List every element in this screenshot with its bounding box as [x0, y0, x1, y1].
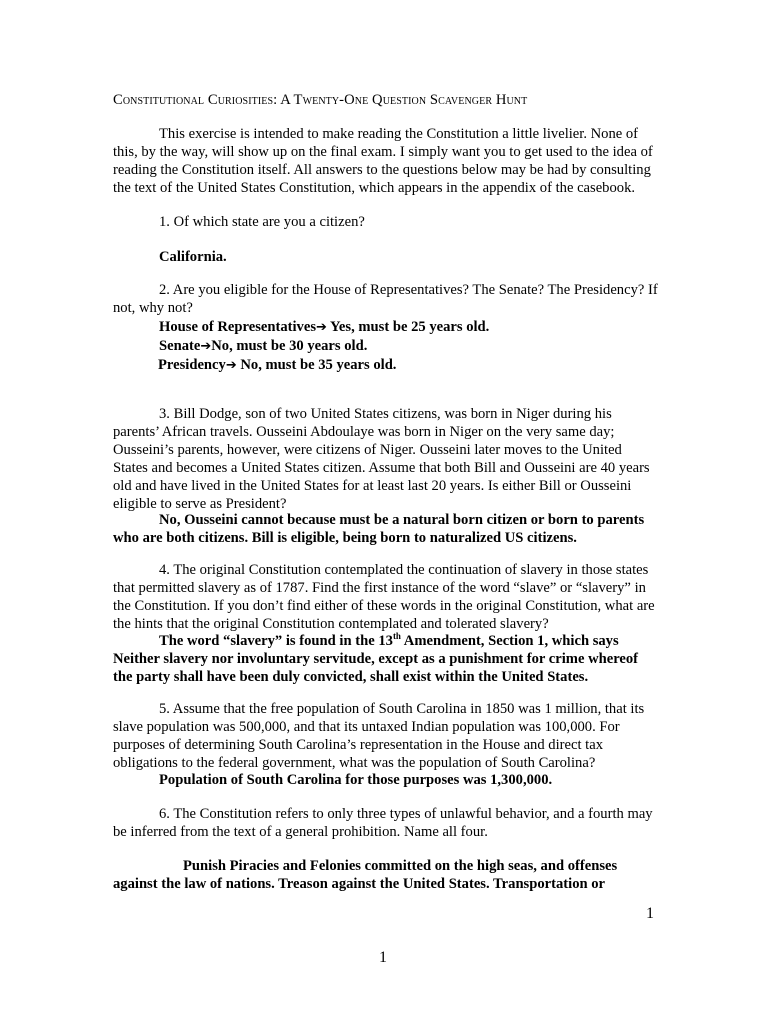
arrow-icon: ➔	[225, 358, 237, 373]
answer-2-senate: Senate➔No, must be 30 years old.	[159, 338, 368, 354]
document-title: Constitutional Curiosities: A Twenty-One Question Scavenger Hunt	[113, 92, 528, 108]
question-5: 5. Assume that the free population of South Carolina in 1850 was 1 million, that its slave population was 500,000, and that its untaxed Indian population was 100,000. For purposes of determining South Carolina’s representation in the House and direct tax obligations to the federal government, what was the population of South Carolina?	[113, 701, 645, 771]
arrow-icon: ➔	[200, 339, 212, 354]
page-number: 1	[646, 905, 654, 922]
arrow-icon: ➔	[316, 320, 327, 335]
answer-2	[113, 318, 658, 375]
question-1: 1. Of which state are you a citizen?	[159, 214, 365, 230]
page-number-footer: 1	[379, 949, 387, 966]
answer-1: California.	[159, 249, 227, 265]
question-2: 2. Are you eligible for the House of Representatives? The Senate? The Presidency? If not, why not?	[113, 282, 658, 316]
answer-3: No, Ousseini cannot because must be a natural born citizen or born to parents who are both citizens. Bill is eligible, being born to naturalized US citizens.	[113, 512, 645, 546]
answer-5: Population of South Carolina for those purposes was 1,300,000.	[159, 772, 553, 788]
answer-6: Punish Piracies and Felonies committed on the high seas, and offenses against the law of nations. Treason against the United States. Transportation or	[113, 858, 618, 892]
answer-2-house: House of Representatives➔ Yes, must be 25 years old.	[159, 319, 490, 335]
answer-4: The word “slavery” is found in the 13th Amendment, Section 1, which says Neither slavery nor involuntary servitude, except as a punishment for crime whereof the party shall have been duly convicted, shall exist within the United States.	[113, 631, 639, 685]
intro-paragraph: This exercise is intended to make reading the Constitution a little livelier. None of this, by the way, will show up on the final exam. I simply want you to get used to the idea of reading the Constitution itself. All answers to the questions below may be had by consulting the text of the United States Constitution, which appears in the appendix of the casebook.	[113, 126, 653, 196]
question-3: 3. Bill Dodge, son of two United States citizens, was born in Niger during his parents’ African travels. Ousseini Abdoulaye was born in Niger on the very same day; Ousseini’s parents, however, were citizens of Niger. Ousseini later moves to the United States and becomes a United States citizen. Assume that both Bill and Ousseini are 40 years old and have lived in the United States for at least last 20 years. Is either Bill or Ousseini eligible to serve as President?	[113, 406, 650, 512]
question-4: 4. The original Constitution contemplated the continuation of slavery in those states that permitted slavery as of 1787. Find the first instance of the word “slave” or “slavery” in the Constitution. If you don’t find either of these words in the original Constitution, what are the hints that the original Constitution contemplated and tolerated slavery?	[113, 562, 655, 632]
answer-2-presidency: Presidency➔ No, must be 35 years old.	[158, 357, 397, 373]
question-6: 6. The Constitution refers to only three types of unlawful behavior, and a fourth may be inferred from the text of a general prohibition. Name all four.	[113, 806, 653, 840]
